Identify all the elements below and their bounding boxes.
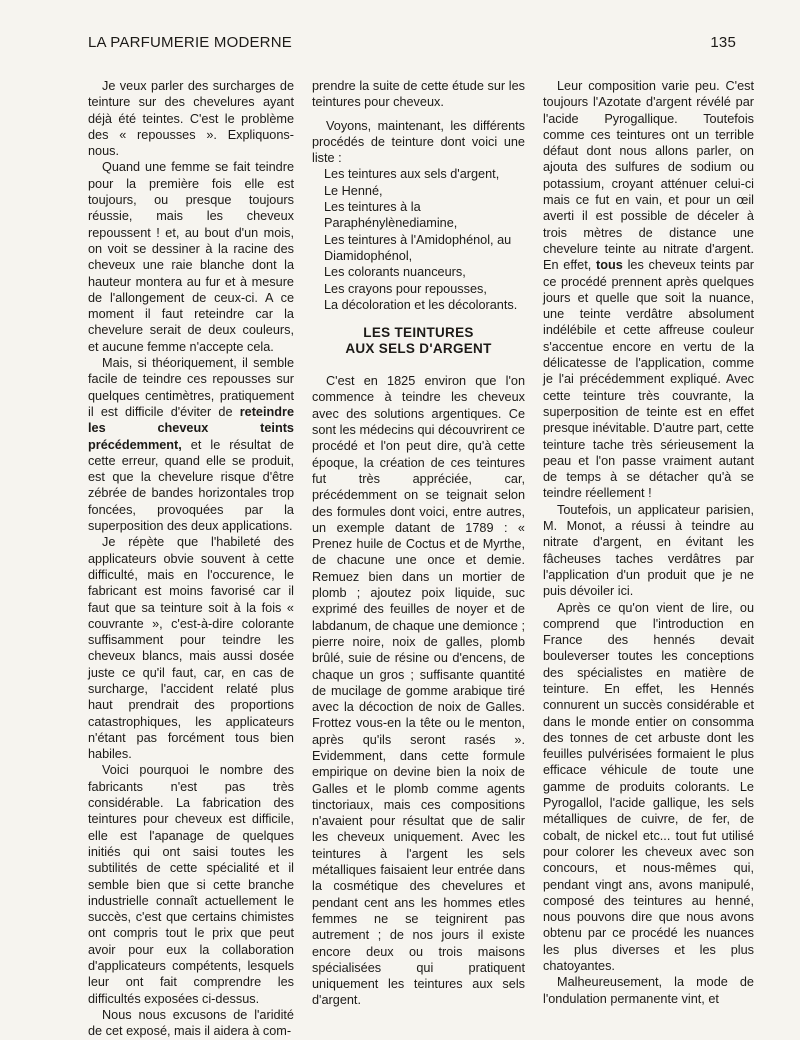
- paragraph: Voici pourquoi le nombre des fabricants n'est pas très considérable. La fabrication des teintures pour cheveux est difficile, elle est l'apanage de quelques initiés qui ont saisi toutes les subtilités de cette spécialité et il semble bien que si cette branche industrielle connaît actuellement le succès, c'est que certains chimistes ont compris tout le prix que peut avoir pour eux la collaboration d'applicateurs compétents, lesquels leur ont fait comprendre les difficultés exposées ci-dessus.: [88, 763, 294, 1006]
- bold-emphasis: reteindre les cheveux teints précédemment,: [88, 404, 294, 452]
- heading-line: LES TEINTURES: [363, 325, 474, 341]
- paragraph: Je veux parler des surcharges de teinture sur des chevelures ayant déjà été teintes. C'est le problème des « repousses ». Expliquons-nous.: [88, 79, 294, 159]
- running-header: [88, 34, 736, 54]
- paragraph: Nous nous excusons de l'aridité de cet exposé, mais il aidera à com-: [88, 1007, 294, 1039]
- column-1: [88, 78, 294, 1040]
- text-run: Leur composition varie peu. C'est toujours l'Azotate d'argent révélé par l'acide Pyrogallique. Toutefois comme ces teintures ont un terrible défaut dont nous allons parler, on ajouta des sulfures de sodium ou potassium, croyant atténuer celui-ci mais ce fut en vain, et pour un œil averti il est possible de déceler à trois mètres de distance une chevelure teinte au nitrate d'argent. En effet,: [543, 79, 754, 273]
- paragraph: Après ce qu'on vient de lire, ou comprend que l'introduction en France des hennés devait bouleverser toutes les conceptions des spécialistes en matière de teinture. En effet, les Hennés connurent un succès considérable et dans le monde entier on consomma des tonnes de cet arbuste dont les feuilles pulvérisées formaient le plus efficace véhicule de toute une gamme de produits colorants. Le Pyrogallol, l'acide gallique, les sels métalliques de cuivre, de fer, de cobalt, de nickel etc... tout fut utilisé pour colorer les cheveux avec son concours, et nous-mêmes qui, pendant vingt ans, avons manipulé, composé des teintures au henné, nous pouvons dire que nous avons obtenu par ce procédé les nuances les plus diverses et les plus chatoyantes.: [543, 600, 754, 974]
- list-item: Les teintures à la Paraphénylènediamine,: [324, 200, 458, 231]
- list-item: Les teintures à l'Amidophénol, au Diamidophénol,: [324, 232, 512, 263]
- heading-line: AUX SELS D'ARGENT: [345, 341, 492, 357]
- list-item: Les colorants nuanceurs,: [324, 265, 466, 280]
- column-2: [312, 78, 525, 1009]
- paragraph: Je répète que l'habileté des applicateurs obvie souvent à cette difficulté, mais en l'occurence, le fabricant est moins favorisé car il faut que sa teinture soit à la fois « couvrante », c'est-à-dire colorante suffisamment pour teindre les cheveux blancs, mais aussi dosée juste ce qu'il faut, car, en cas de surcharge, l'accident relaté plus haut prendrait des proportions catastrophiques, les applicateurs n'étant pas forcément tous bien habiles.: [88, 535, 294, 762]
- page-number: 135: [710, 34, 736, 51]
- text-run: et le résultat de cette erreur, quand elle se produit, est que la chevelure risque d'être zébrée de bandes horizontales trop foncées, provoquées par la superposition des deux applications.: [88, 437, 294, 534]
- list-item: Les teintures aux sels d'argent,: [324, 167, 500, 182]
- paragraph: [543, 78, 754, 502]
- bold-emphasis: tous: [596, 258, 623, 273]
- list-item: Les crayons pour repousses,: [324, 281, 487, 296]
- paragraph: Malheureusement, la mode de l'ondulation permanente vint, et: [543, 975, 754, 1006]
- section-heading: [312, 325, 525, 357]
- running-title: LA PARFUMERIE MODERNE: [88, 34, 292, 51]
- paragraph: prendre la suite de cette étude sur les teintures pour cheveux.: [312, 79, 525, 110]
- column-3: [543, 78, 754, 1007]
- paragraph: Quand une femme se fait teindre pour la première fois elle est toujours, ou presque toujours réussie, mais les cheveux repoussent ! et, au bout d'un mois, on voit se dessiner à la racine des cheveux une raie blanche dont la hauteur montera au fur et à mesure de l'allongement de ceux-ci. A ce moment il faut reteindre car la chevelure serait de deux couleurs, et aucune femme n'accepte cela.: [88, 160, 294, 354]
- paragraph: [88, 355, 294, 534]
- text-run: Mais, si théoriquement, il semble facile de teindre ces repousses sur quelques centimètres, pratiquement il est difficile d'éviter de: [88, 356, 294, 419]
- paragraph: Voyons, maintenant, les différents procédés de teinture dont voici une liste :: [312, 118, 525, 166]
- list-item: La décoloration et les décolorants.: [324, 297, 518, 312]
- paragraph: Toutefois, un applicateur parisien, M. Monot, a réussi à teindre au nitrate d'argent, en évitant les fâcheuses taches verdâtres par l'application d'un produit que je ne puis dévoiler ici.: [543, 502, 754, 599]
- text-run: les cheveux teints par ce procédé prennent après quelques jours et quelle que soit la nuance, une teinte verdâtre absolument indélébile et cette affreuse couleur s'accentue encore en vertu de la délicatesse de l'application, comme je l'ai précédemment expliqué. Avec cette teinture très couvrante, la superposition de teinte est en effet presque inévitable. D'autre part, cette teinture tache très sérieusement la peau et l'on passe vraiment autant de temps à se détacher qu'à se teindre réellement !: [543, 258, 754, 501]
- list-item: Le Henné,: [324, 183, 383, 198]
- paragraph: C'est en 1825 environ que l'on commence à teindre les cheveux avec des solutions argentiques. Ce sont les médecins qui découvrirent ce procédé et l'on peut dire, qu'à cette époque, la création de ces teintures fut très appréciée, car, précédemment on se teignait selon des formules dont voici, entre autres, un exemple datant de 1789 : « Prenez huile de Coctus et de Myrthe, de chacune une once et demie. Remuez bien dans un mortier de plomb ; ajoutez poix liquide, suc exprimé des feuilles de noyer et de labdanum, de chaque une demionce ; pierre noire, noix de galles, plomb brûlé, suie de résine ou d'encens, de chaque un gros ; suffisante quantité de mucilage de gomme arabique tiré avec la décoction de noix de Galles. Frottez vous-en la tête ou le menton, après qu'ils seront rasés ». Evidemment, dans cette formule empirique on devine bien la noix de Galles et le plomb comme agents tinctoriaux, mais ces compositions n'avaient pour résultat que de salir les cheveux uniquement. Avec les teintures à l'argent les sels métalliques faisaient leur entrée dans la cosmétique des chevelures et pendant cent ans les hommes etles femmes ne se teignirent pas autrement ; de nos jours il existe encore deux ou trois maisons spécialisées qui pratiquent uniquement les teintures aux sels d'argent.: [312, 374, 525, 1008]
